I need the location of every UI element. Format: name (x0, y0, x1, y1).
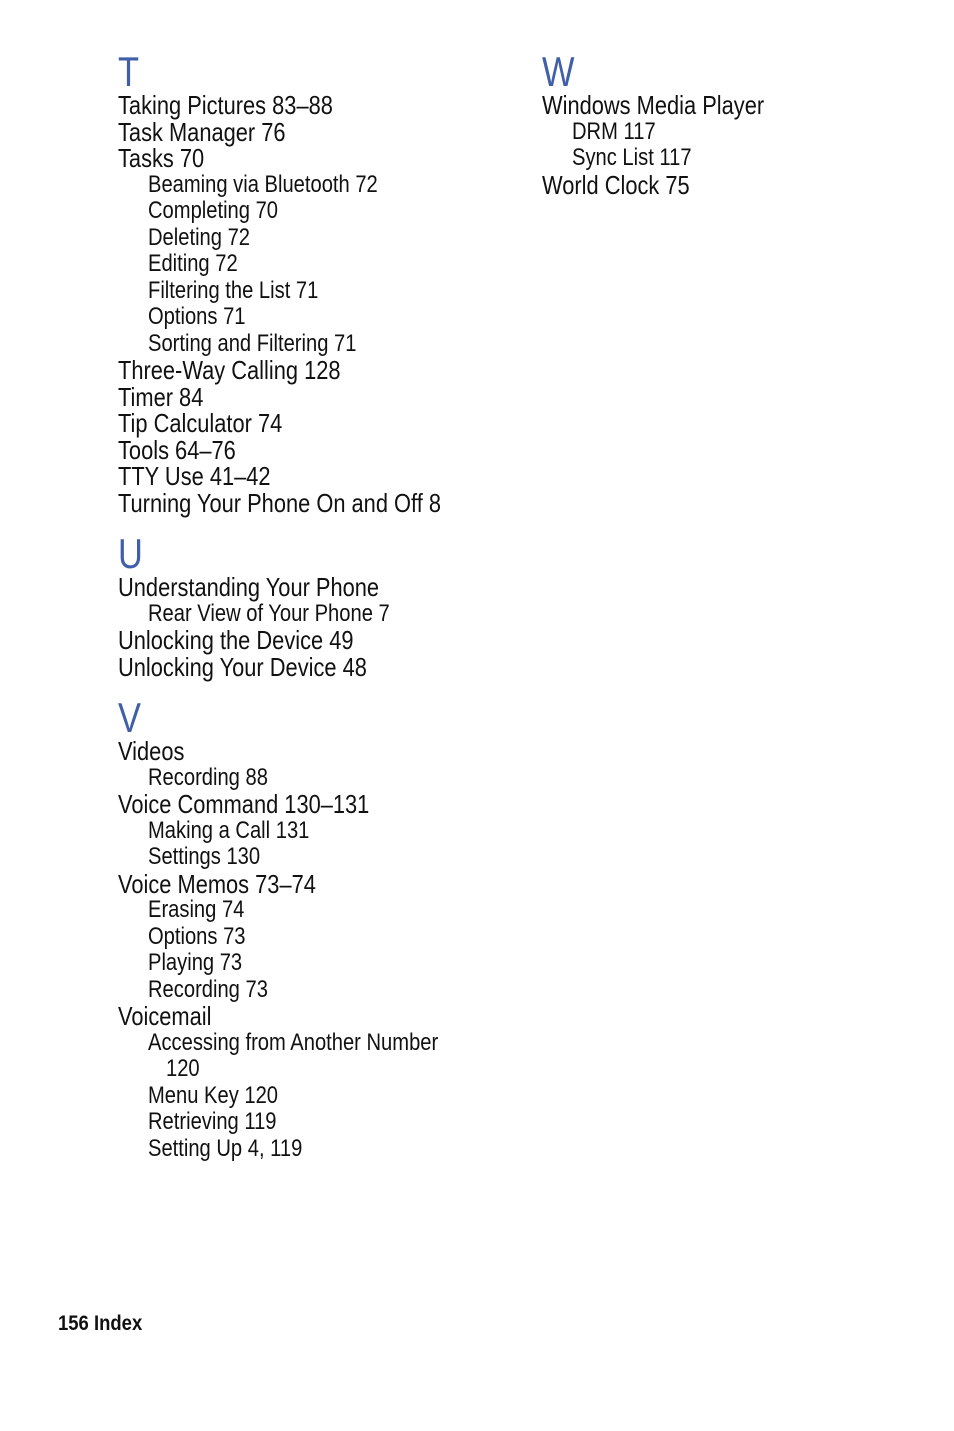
entry-text: Recording 88 (148, 763, 268, 791)
index-subentry (118, 897, 498, 924)
index-entry (118, 791, 498, 818)
entry-text: Editing 72 (148, 250, 238, 277)
index-subentry (118, 1056, 498, 1083)
index-section-u (118, 530, 498, 680)
index-entry (118, 868, 498, 899)
index-subentry (118, 1136, 498, 1163)
index-entry (542, 92, 922, 119)
index-entry (118, 627, 498, 654)
entry-text: Tip Calculator 74 (118, 408, 283, 438)
index-entry (118, 145, 498, 172)
page-footer (58, 1312, 154, 1336)
index-entry (118, 463, 498, 490)
index-subentry (118, 818, 498, 845)
index-column-right (542, 48, 922, 212)
index-entry (118, 357, 498, 384)
index-subentry (118, 1030, 498, 1057)
entry-text: Tools 64–76 (118, 434, 236, 465)
index-entry (118, 410, 498, 437)
entry-text: Beaming via Bluetooth 72 (148, 170, 378, 198)
entry-text: Menu Key 120 (148, 1081, 279, 1109)
index-entry (542, 169, 922, 200)
index-subentry (118, 331, 498, 358)
index-subentry (118, 844, 498, 871)
index-entry (118, 574, 498, 601)
index-entry (118, 487, 498, 518)
index-subentry (118, 601, 498, 628)
entry-text: Setting Up 4, 119 (148, 1134, 303, 1162)
section-letter-heading: T (118, 48, 140, 95)
index-entry (118, 1003, 498, 1030)
section-letter-heading: W (542, 48, 575, 95)
entry-text: Deleting 72 (148, 223, 250, 251)
index-subentry (118, 977, 498, 1004)
entry-text: Erasing 74 (148, 896, 245, 923)
entry-text: Making a Call 131 (148, 816, 310, 844)
index-entry (118, 92, 498, 119)
entry-text: Recording 73 (148, 975, 268, 1003)
entry-text: World Clock 75 (542, 169, 690, 200)
entry-text: Unlocking the Device 49 (118, 625, 354, 655)
index-entry (118, 381, 498, 412)
entry-text: Playing 73 (148, 949, 243, 976)
index-column-left (118, 48, 498, 1176)
entry-text: Rear View of Your Phone 7 (148, 599, 390, 627)
index-subentry (118, 765, 498, 792)
index-subentry (118, 1109, 498, 1136)
index-section-w (542, 48, 922, 198)
entry-text: Tasks 70 (118, 143, 205, 173)
index-entry (118, 116, 498, 147)
index-subentry (118, 225, 498, 252)
index-entry (118, 434, 498, 465)
entry-text: Videos (118, 736, 185, 766)
index-entry (118, 738, 498, 765)
entry-text: Completing 70 (148, 197, 279, 224)
entry-text: Options 73 (148, 922, 246, 950)
entry-text: Retrieving 119 (148, 1108, 277, 1135)
entry-text: Accessing from Another Number (148, 1028, 439, 1056)
entry-text: DRM 117 (572, 117, 656, 145)
page-number-label: 156 Index (58, 1312, 143, 1335)
index-subentry (542, 119, 922, 146)
section-letter-heading: U (118, 530, 143, 577)
entry-text: Timer 84 (118, 381, 204, 412)
entry-text: Voice Command 130–131 (118, 789, 370, 819)
section-letter-heading: V (118, 694, 141, 741)
entry-text: Filtering the List 71 (148, 276, 319, 304)
entry-text: Taking Pictures 83–88 (118, 90, 333, 120)
index-subentry (118, 304, 498, 331)
entry-text: 120 (166, 1055, 200, 1082)
index-subentry (118, 924, 498, 951)
index-subentry (118, 198, 498, 225)
index-subentry (542, 145, 922, 172)
index-subentry (118, 172, 498, 199)
entry-text: Unlocking Your Device 48 (118, 651, 367, 682)
entry-text: Voicemail (118, 1001, 212, 1031)
entry-text: Voice Memos 73–74 (118, 868, 316, 899)
entry-text: Three-Way Calling 128 (118, 355, 341, 385)
index-subentry (118, 278, 498, 305)
entry-text: Options 71 (148, 303, 246, 330)
index-subentry (118, 1083, 498, 1110)
entry-text: Sync List 117 (572, 144, 692, 171)
index-entry (118, 651, 498, 682)
entry-text: TTY Use 41–42 (118, 461, 271, 491)
index-section-t (118, 48, 498, 516)
entry-text: Sorting and Filtering 71 (148, 329, 357, 357)
entry-text: Task Manager 76 (118, 116, 286, 147)
index-subentry (118, 251, 498, 278)
index-section-v (118, 694, 498, 1162)
entry-text: Understanding Your Phone (118, 572, 380, 602)
entry-text: Turning Your Phone On and Off 8 (118, 487, 441, 518)
entry-text: Windows Media Player (542, 90, 765, 120)
index-subentry (118, 950, 498, 977)
entry-text: Settings 130 (148, 843, 261, 870)
